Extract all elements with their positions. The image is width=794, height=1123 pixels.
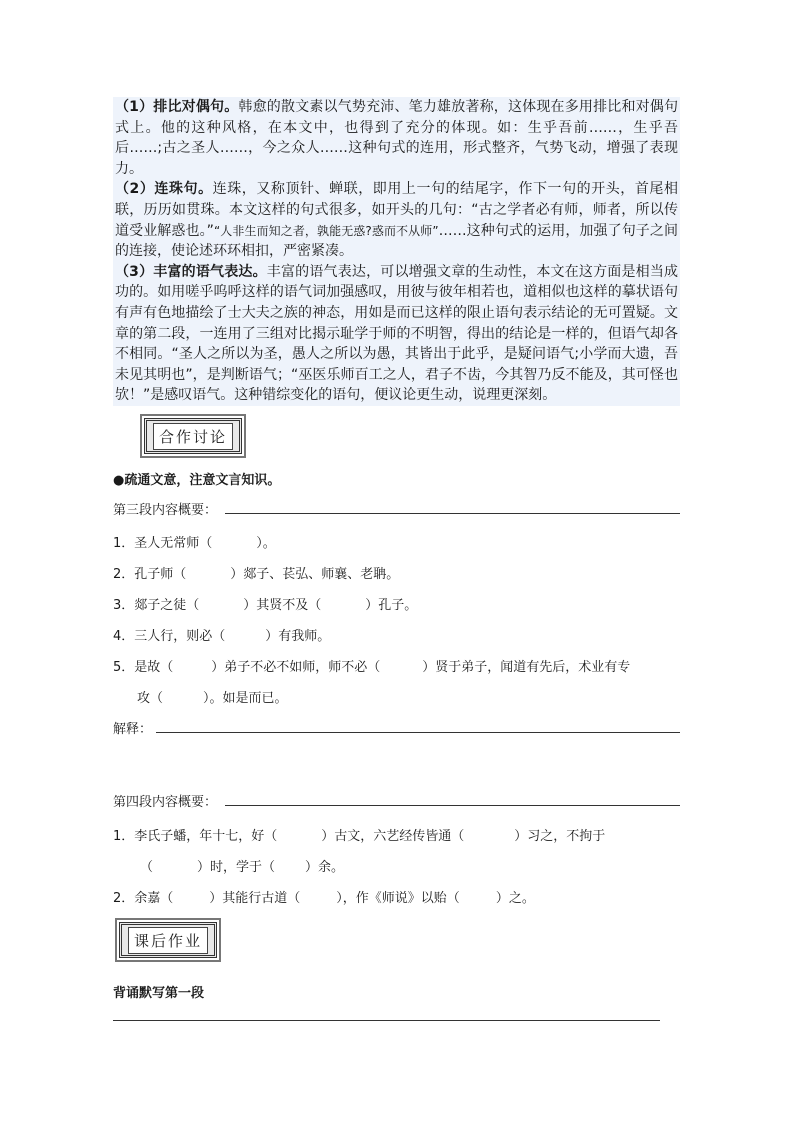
analysis-p3-title: （3）丰富的语气表达。 — [115, 263, 267, 280]
analysis-p2-text-b: ……这种句式的运用，加强了句子之间的连接，使论述环环相扣，严密紧凑。 — [115, 222, 678, 260]
analysis-paragraph-1 — [115, 97, 678, 179]
question-4: 4．三人行，则必（ ）有我师。 — [113, 629, 331, 644]
question-r1-continued: （ ）时，学于（ ）余。 — [140, 860, 345, 875]
analysis-paragraph-2 — [115, 179, 678, 261]
question-1: 1．圣人无常师（ ）。 — [113, 536, 276, 551]
homework-heading: 背诵默写第一段 — [113, 986, 205, 1001]
homework-answer-line[interactable] — [113, 1020, 660, 1021]
analysis-p2-quote: “人非生而知之者，孰能无惑?惑而不从师” — [213, 223, 439, 238]
analysis-p2-title: （2）连珠句。 — [115, 181, 213, 198]
discussion-heading: ●疏通文意，注意文言知识。 — [113, 473, 281, 488]
homework-stamp — [119, 922, 217, 958]
para3-summary-label: 第三段内容概要： — [113, 503, 218, 518]
question-5: 5．是故（ ）弟子不必不如师，师不必（ ）贤于弟子，闻道有先后，术业有专 — [113, 660, 631, 675]
analysis-p1-title: （1）排比对偶句。 — [115, 99, 239, 115]
stamp-label: 课后作业 — [128, 927, 208, 954]
analysis-paragraph-3 — [115, 262, 678, 406]
cooperation-discussion-stamp — [144, 418, 242, 454]
analysis-block — [113, 97, 680, 406]
analysis-p1-text: 韩愈的散文素以气势充沛、笔力雄放著称，这体现在多用排比和对偶句式上。他的这种风格，在本文中，也得到了充分的体现。如：生乎吾前……，生乎吾后……;古之圣人……，今之众人……这种句式的连用，形式整齐，气势飞动，增强了表现力。 — [115, 99, 678, 177]
analysis-p2-text-a: 连珠，又称顶针、蝉联，即用上一句的结尾字，作下一句的开头，首尾相联，历历如贯珠。本文这样的句式很多，如开头的几句：“古之学者必有师，师者，所以传道受业解惑也。” — [115, 181, 678, 239]
para4-summary-label: 第四段内容概要： — [113, 795, 218, 810]
question-2: 2．孔子师（ ）郯子、苌弘、师襄、老聃。 — [113, 567, 400, 582]
explanation-label: 解释： — [113, 722, 153, 737]
para4-summary-line[interactable] — [225, 805, 680, 806]
analysis-p3-text: 丰富的语气表达，可以增强文章的生动性，本文在这方面是相当成功的。如用嗟乎呜呼这样的语气词加强感叹，用彼与彼年相若也，道相似也这样的摹状语句有声有色地描绘了士大夫之族的神态，用如是而已这样的限止语句表示结论的无可置疑。文章的第二段，一连用了三组对比揭示耻学于师的不明智，得出的结论是一样的，但语气却各不相同。“圣人之所以为圣，愚人之所以为愚，其皆出于此乎，是疑问语气;小学而大遗，吾未见其明也”，是判断语气；“巫医乐师百工之人，君子不齿，今其智乃反不能及，其可怪也欤！”是感叹语气。这种错综变化的语句，便议论更生动，说理更深刻。 — [115, 263, 679, 404]
question-5-continued: 攻（ ）。如是而已。 — [137, 691, 288, 706]
stamp-label: 合作讨论 — [153, 423, 233, 450]
question-r2: 2．余嘉（ ）其能行古道（ ），作《师说》以贻（ ）之。 — [113, 891, 535, 906]
explanation-line[interactable] — [156, 732, 680, 733]
para3-summary-line[interactable] — [225, 513, 680, 514]
question-r1: 1．李氏子蟠，年十七，好（ ）古文，六艺经传皆通（ ）习之，不拘于 — [113, 829, 606, 844]
question-3: 3．郯子之徒（ ）其贤不及（ ）孔子。 — [113, 598, 418, 613]
